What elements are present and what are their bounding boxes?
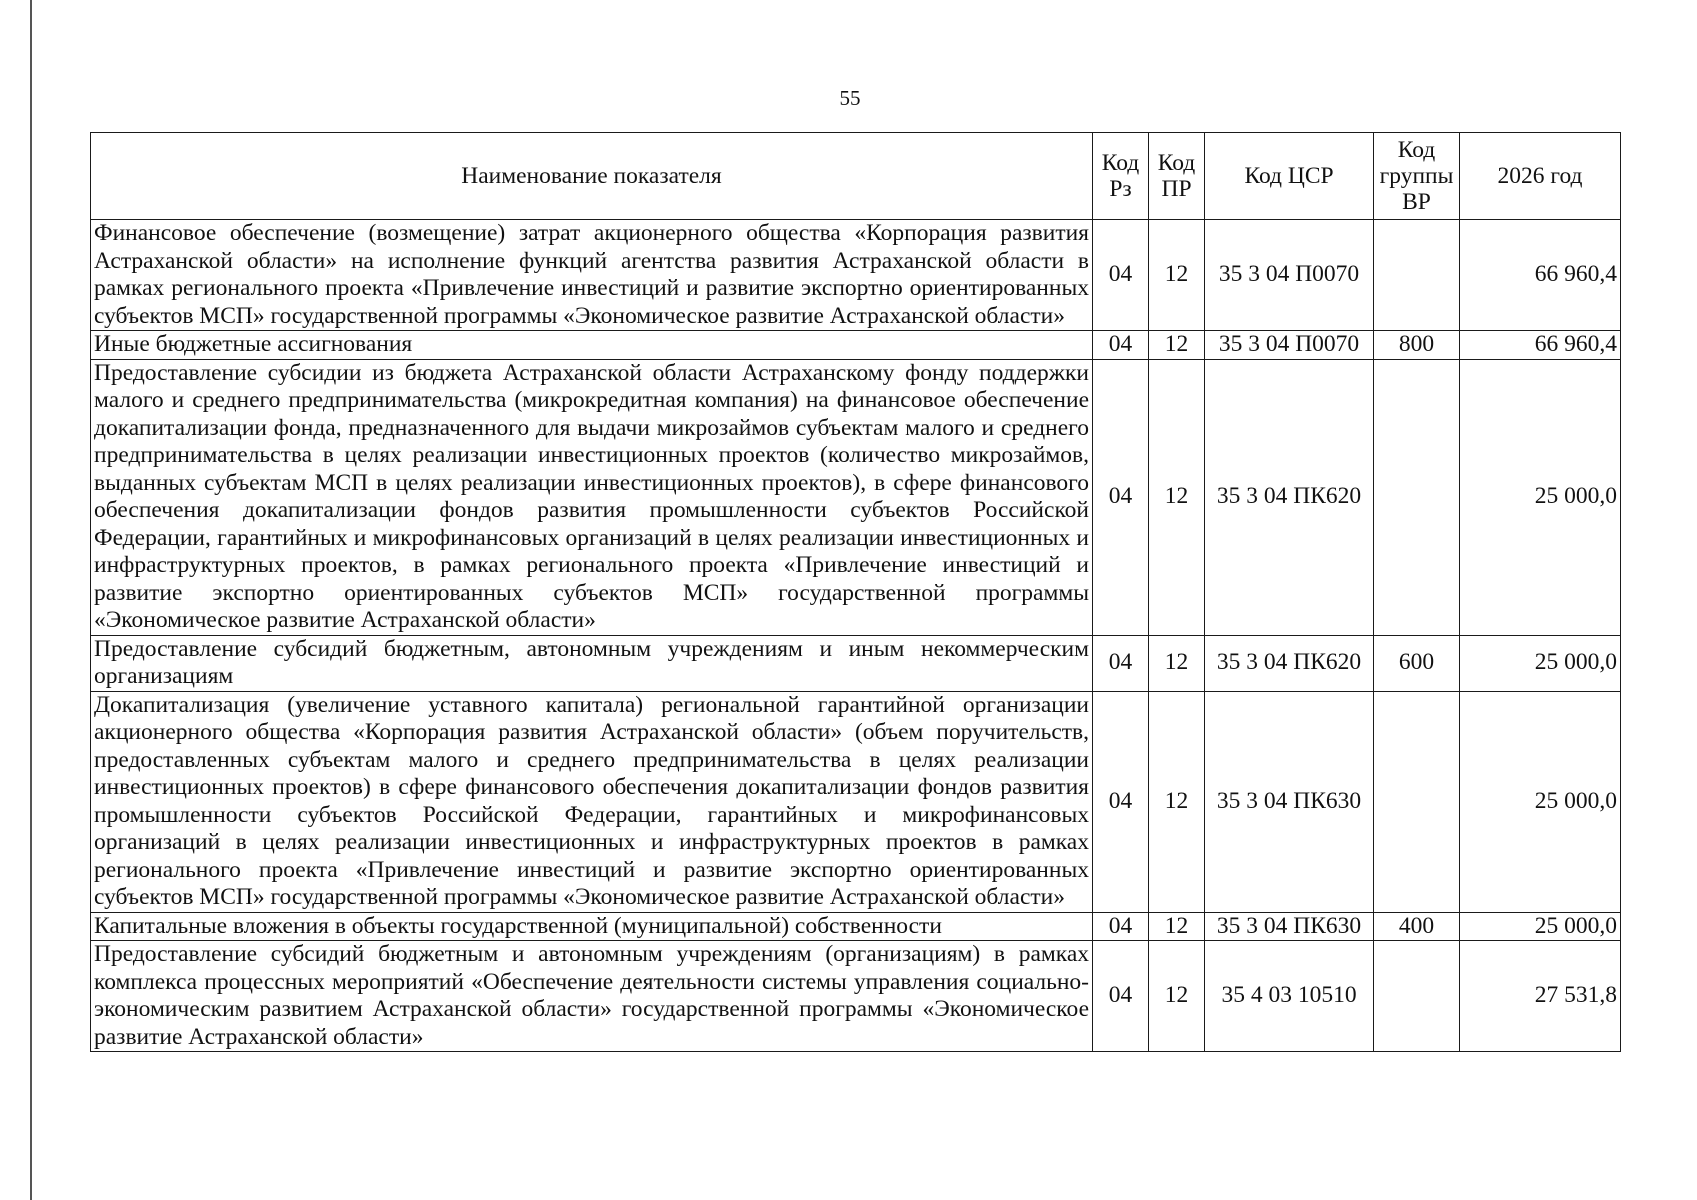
- row-csr: 35 4 03 10510: [1205, 941, 1374, 1052]
- header-csr: Код ЦСР: [1205, 133, 1374, 220]
- header-pr: Код ПР: [1149, 133, 1205, 220]
- row-rz: 04: [1093, 941, 1149, 1052]
- row-amount: 25 000,0: [1460, 912, 1621, 941]
- row-name: Предоставление субсидий бюджетным и автономным учреждениям (организациям) в рамках комплекса процессных мероприятий «Обеспечение деятельности системы управления социально-экономическим развитием Астраханской области» государственной программы «Экономическое развитие Астраханской области»: [91, 941, 1093, 1052]
- row-amount: 66 960,4: [1460, 331, 1621, 360]
- row-amount: 25 000,0: [1460, 635, 1621, 691]
- row-pr: 12: [1149, 635, 1205, 691]
- table-row: [91, 691, 1621, 912]
- header-rz: Код Рз: [1093, 133, 1149, 220]
- row-name: Предоставление субсидий бюджетным, автономным учреждениям и иным некоммерческим организациям: [91, 635, 1093, 691]
- page-number: 55: [839, 86, 861, 110]
- header-year: 2026 год: [1460, 133, 1621, 220]
- row-rz: 04: [1093, 912, 1149, 941]
- row-csr: 35 3 04 ПК630: [1205, 691, 1374, 912]
- row-name: Финансовое обеспечение (возмещение) затрат акционерного общества «Корпорация развития Астраханской области» на исполнение функций агентства развития Астраханской области в рамках регионального проекта «Привлечение инвестиций и развитие экспортно ориентированных субъектов МСП» государственной программы «Экономическое развитие Астраханской области»: [91, 220, 1093, 331]
- row-amount: 25 000,0: [1460, 359, 1621, 635]
- row-rz: 04: [1093, 359, 1149, 635]
- row-name: Иные бюджетные ассигнования: [91, 331, 1093, 360]
- table-row: [91, 635, 1621, 691]
- row-csr: 35 3 04 ПК620: [1205, 635, 1374, 691]
- row-pr: 12: [1149, 359, 1205, 635]
- table-row: [91, 331, 1621, 360]
- row-pr: 12: [1149, 331, 1205, 360]
- row-vr: [1374, 941, 1460, 1052]
- row-pr: 12: [1149, 220, 1205, 331]
- header-name: Наименование показателя: [91, 133, 1093, 220]
- row-pr: 12: [1149, 691, 1205, 912]
- row-amount: 27 531,8: [1460, 941, 1621, 1052]
- row-amount: 66 960,4: [1460, 220, 1621, 331]
- row-rz: 04: [1093, 691, 1149, 912]
- table-row: [91, 912, 1621, 941]
- row-rz: 04: [1093, 220, 1149, 331]
- row-vr: [1374, 220, 1460, 331]
- scan-edge-line: [30, 0, 32, 1200]
- row-vr: 400: [1374, 912, 1460, 941]
- row-rz: 04: [1093, 331, 1149, 360]
- row-csr: 35 3 04 ПК630: [1205, 912, 1374, 941]
- row-vr: [1374, 691, 1460, 912]
- row-vr: [1374, 359, 1460, 635]
- row-pr: 12: [1149, 941, 1205, 1052]
- row-csr: 35 3 04 П0070: [1205, 220, 1374, 331]
- table-row: [91, 220, 1621, 331]
- row-name: Предоставление субсидии из бюджета Астраханской области Астраханскому фонду поддержки малого и среднего предпринимательства (микрокредитная компания) на финансовое обеспечение докапитализации фонда, предназначенного для выдачи микрозаймов субъектам малого и среднего предпринимательства в целях реализации инвестиционных проектов (количество микрозаймов, выданных субъектам МСП в целях реализации инвестиционных проектов), в сфере финансового обеспечения докапитализации фондов развития промышленности субъектов Российской Федерации, гарантийных и микрофинансовых организаций в целях реализации инвестиционных и инфраструктурных проектов, в рамках регионального проекта «Привлечение инвестиций и развитие экспортно ориентированных субъектов МСП» государственной программы «Экономическое развитие Астраханской области»: [91, 359, 1093, 635]
- table-row: [91, 359, 1621, 635]
- row-vr: 600: [1374, 635, 1460, 691]
- budget-table: [90, 132, 1621, 1052]
- table-header-row: [91, 133, 1621, 220]
- row-csr: 35 3 04 ПК620: [1205, 359, 1374, 635]
- row-amount: 25 000,0: [1460, 691, 1621, 912]
- row-name: Докапитализация (увеличение уставного капитала) региональной гарантийной организации акционерного общества «Корпорация развития Астраханской области» (объем поручительств, предоставленных субъектам малого и среднего предпринимательства в целях реализации инвестиционных проектов) в сфере финансового обеспечения докапитализации фондов развития промышленности субъектов Российской Федерации, гарантийных и микрофинансовых организаций в целях реализации инвестиционных и инфраструктурных проектов в рамках регионального проекта «Привлечение инвестиций и развитие экспортно ориентированных субъектов МСП» государственной программы «Экономическое развитие Астраханской области»: [91, 691, 1093, 912]
- row-rz: 04: [1093, 635, 1149, 691]
- row-vr: 800: [1374, 331, 1460, 360]
- table-row: [91, 941, 1621, 1052]
- row-csr: 35 3 04 П0070: [1205, 331, 1374, 360]
- header-vr: Код группы ВР: [1374, 133, 1460, 220]
- row-pr: 12: [1149, 912, 1205, 941]
- row-name: Капитальные вложения в объекты государственной (муниципальной) собственности: [91, 912, 1093, 941]
